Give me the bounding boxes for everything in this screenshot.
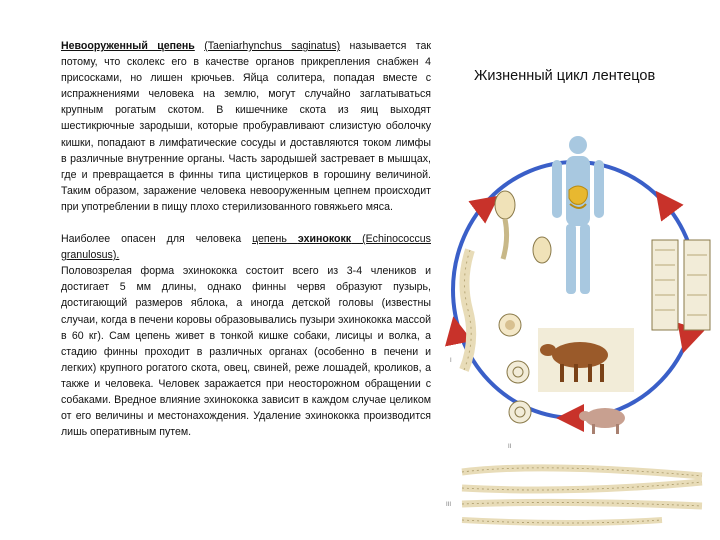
cycle-arrow (456, 330, 458, 340)
slide-title: Жизненный цикл лентецов (474, 68, 656, 84)
latin-echinococcus: (Echinococcus granulosus). (61, 233, 431, 262)
paragraph-echinococcus (61, 231, 431, 440)
figure-label-iii: III (446, 502, 452, 508)
figure-label-i: I (450, 358, 452, 364)
term-echinococcus-plain: цепень (252, 233, 298, 246)
article-text (61, 38, 431, 440)
figure-label-ii: II (508, 444, 512, 450)
proglottid-panels (652, 240, 710, 330)
tapeworm-strips (464, 250, 471, 370)
human-figure (552, 136, 604, 294)
life-cycle-svg (440, 100, 720, 540)
cyst-illustration (507, 361, 531, 423)
latin-taeniarhynchus: (Taeniarhynchus saginatus) (204, 40, 341, 52)
term-echinococcus: эхинококк (297, 233, 352, 246)
pig-illustration (579, 408, 625, 434)
cow-illustration (538, 328, 634, 392)
paragraph1-body: называется так потому, что сколекс его в качестве органов прикрепления снабжен 4 присосками, но лишен крючьев. Яйца солитера, попадая вместе с испражнениями человека на землю, могут случайно заглатываться крупным рогатым скотом. В кишечнике скота из яиц выходят шестикрючные зародыши, которые пробуравливают слизистую оболочку кишки, попадают в лимфатические сосуды и доставляются током лимфы в различные внутренние органы. Часть зародышей застревает в мышцах, где и превращается в финны типа цистицерков в горошину величиной. Таким образом, заражение человека невооруженным цепнем происходит при употреблении в пищу плохо стерилизованного говяжьего мяса. (61, 40, 431, 213)
paragraph-taeniarhynchus (61, 38, 431, 215)
bottom-worm-strips (462, 468, 702, 523)
paragraph2-lead: Наиболее опасен для человека (61, 233, 253, 246)
life-cycle-illustration (440, 100, 720, 540)
cycle-arrow (480, 204, 488, 210)
term-taeniarhynchus: Невооруженный цепень (61, 40, 195, 52)
cycle-arrow (664, 202, 670, 210)
paragraph2-body: Половозрелая форма эхинококка состоит всего из 3-4 члеников и достигает 5 мм длины, однако финны червя образуют пузырь, достигающий размеров яблока, а иногда детской головы (известны случаи, когда в печени коровы образовывались пузыри эхинококка массой в 60 кг). Сам цепень живет в тонкой кишке собаки, лисицы и волка, а стадию финны проходит в различных органах (особенно в печени и легких) крупного рогатого скота, овец, свиней, реже лошадей, кроликов, а также и человека. Человек заражается при неосторожном обращении с собаками. Вредное влияние эхинококка зависит в каждом случае целиком от его величины и местонахождения. Удаление эхинококка производится лишь оперативным путем. (61, 265, 431, 439)
scolex-illustration (495, 191, 515, 259)
